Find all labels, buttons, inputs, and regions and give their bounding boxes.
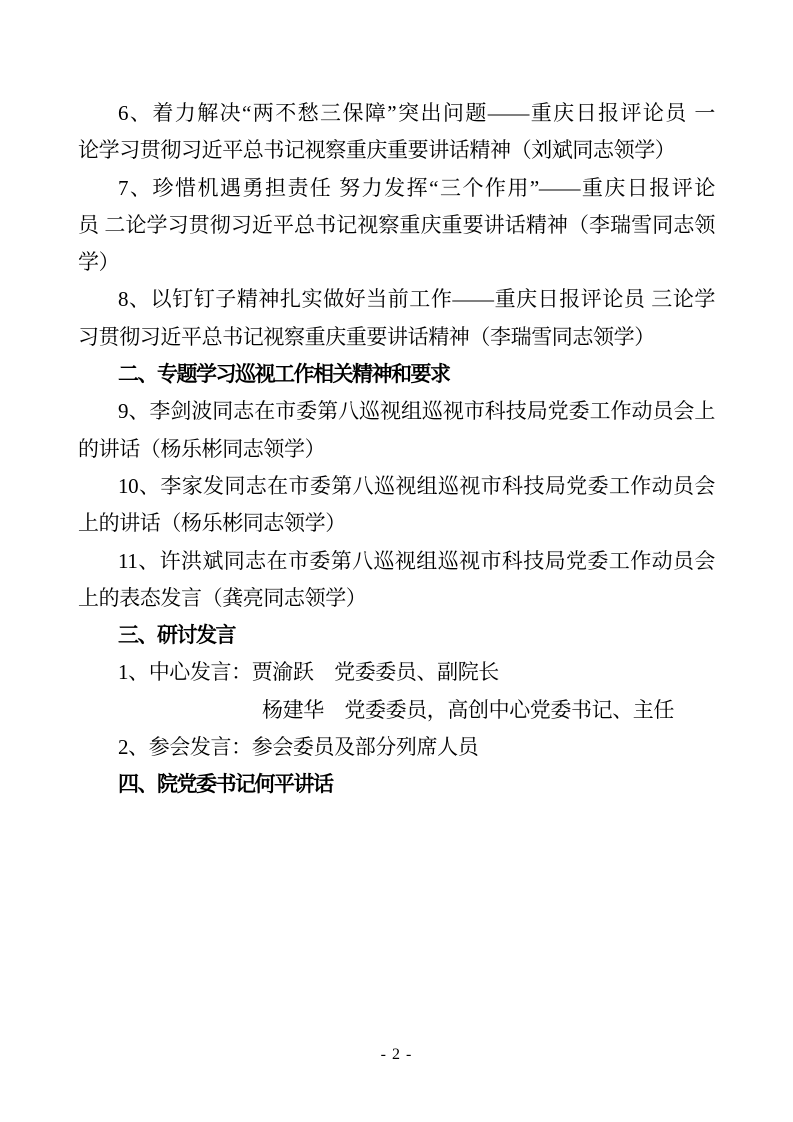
text-line: 2、参会发言：参会委员及部分列席人员 — [118, 735, 479, 760]
heading-line: 四、院党委书记何平讲话 — [118, 773, 333, 797]
text-line: 习贯彻习近平总书记视察重庆重要讲话精神（李瑞雪同志领学） — [78, 324, 655, 349]
text-line: 杨建华 党委委员，高创中心党委书记、主任 — [262, 697, 674, 722]
list-item-speech-2 — [78, 729, 715, 766]
text-line: 上的表态发言（龚亮同志领学） — [78, 585, 367, 610]
text-line: 8、以钉钉子精神扎实做好当前工作——重庆日报评论员 三论学 — [118, 287, 715, 312]
section-heading-3 — [78, 617, 715, 654]
text-line: 员 二论学习贯彻习近平总书记视察重庆重要讲话精神（李瑞雪同志领 — [78, 212, 715, 237]
list-item-11 — [78, 543, 715, 618]
speaker-continuation — [78, 692, 715, 729]
text-line: 论学习贯彻习近平总书记视察重庆重要讲话精神（刘斌同志领学） — [78, 138, 676, 163]
section-heading-4 — [78, 766, 715, 803]
text-line: 7、珍惜机遇勇担责任 努力发挥“三个作用”——重庆日报评论 — [118, 175, 715, 200]
text-line: 10、李家发同志在市委第八巡视组巡视市科技局党委工作动员会 — [118, 473, 715, 498]
list-item-10 — [78, 468, 715, 543]
text-line: 6、着力解决“两不愁三保障”突出问题——重庆日报评论员 一 — [118, 101, 715, 125]
page-number: - 2 - — [380, 1046, 413, 1063]
text-line: 的讲话（杨乐彬同志领学） — [78, 436, 326, 461]
text-line: 学） — [78, 250, 120, 275]
text-line: 上的讲话（杨乐彬同志领学） — [78, 511, 346, 536]
list-item-9 — [78, 393, 715, 468]
document-content — [78, 95, 715, 804]
list-item-6 — [78, 95, 715, 170]
section-heading-2 — [78, 356, 715, 393]
page-footer — [0, 1046, 793, 1064]
text-line: 11、许洪斌同志在市委第八巡视组巡视市科技局党委工作动员会 — [118, 548, 715, 573]
heading-line: 三、研讨发言 — [118, 624, 235, 648]
text-line: 1、中心发言：贾渝跃 党委委员、副院长 — [118, 660, 499, 685]
list-item-8 — [78, 281, 715, 356]
text-line: 9、李剑波同志在市委第八巡视组巡视市科技局党委工作动员会上 — [118, 399, 715, 424]
heading-line: 二、专题学习巡视工作相关精神和要求 — [118, 363, 450, 387]
list-item-speech-1 — [78, 654, 715, 691]
list-item-7 — [78, 170, 715, 282]
